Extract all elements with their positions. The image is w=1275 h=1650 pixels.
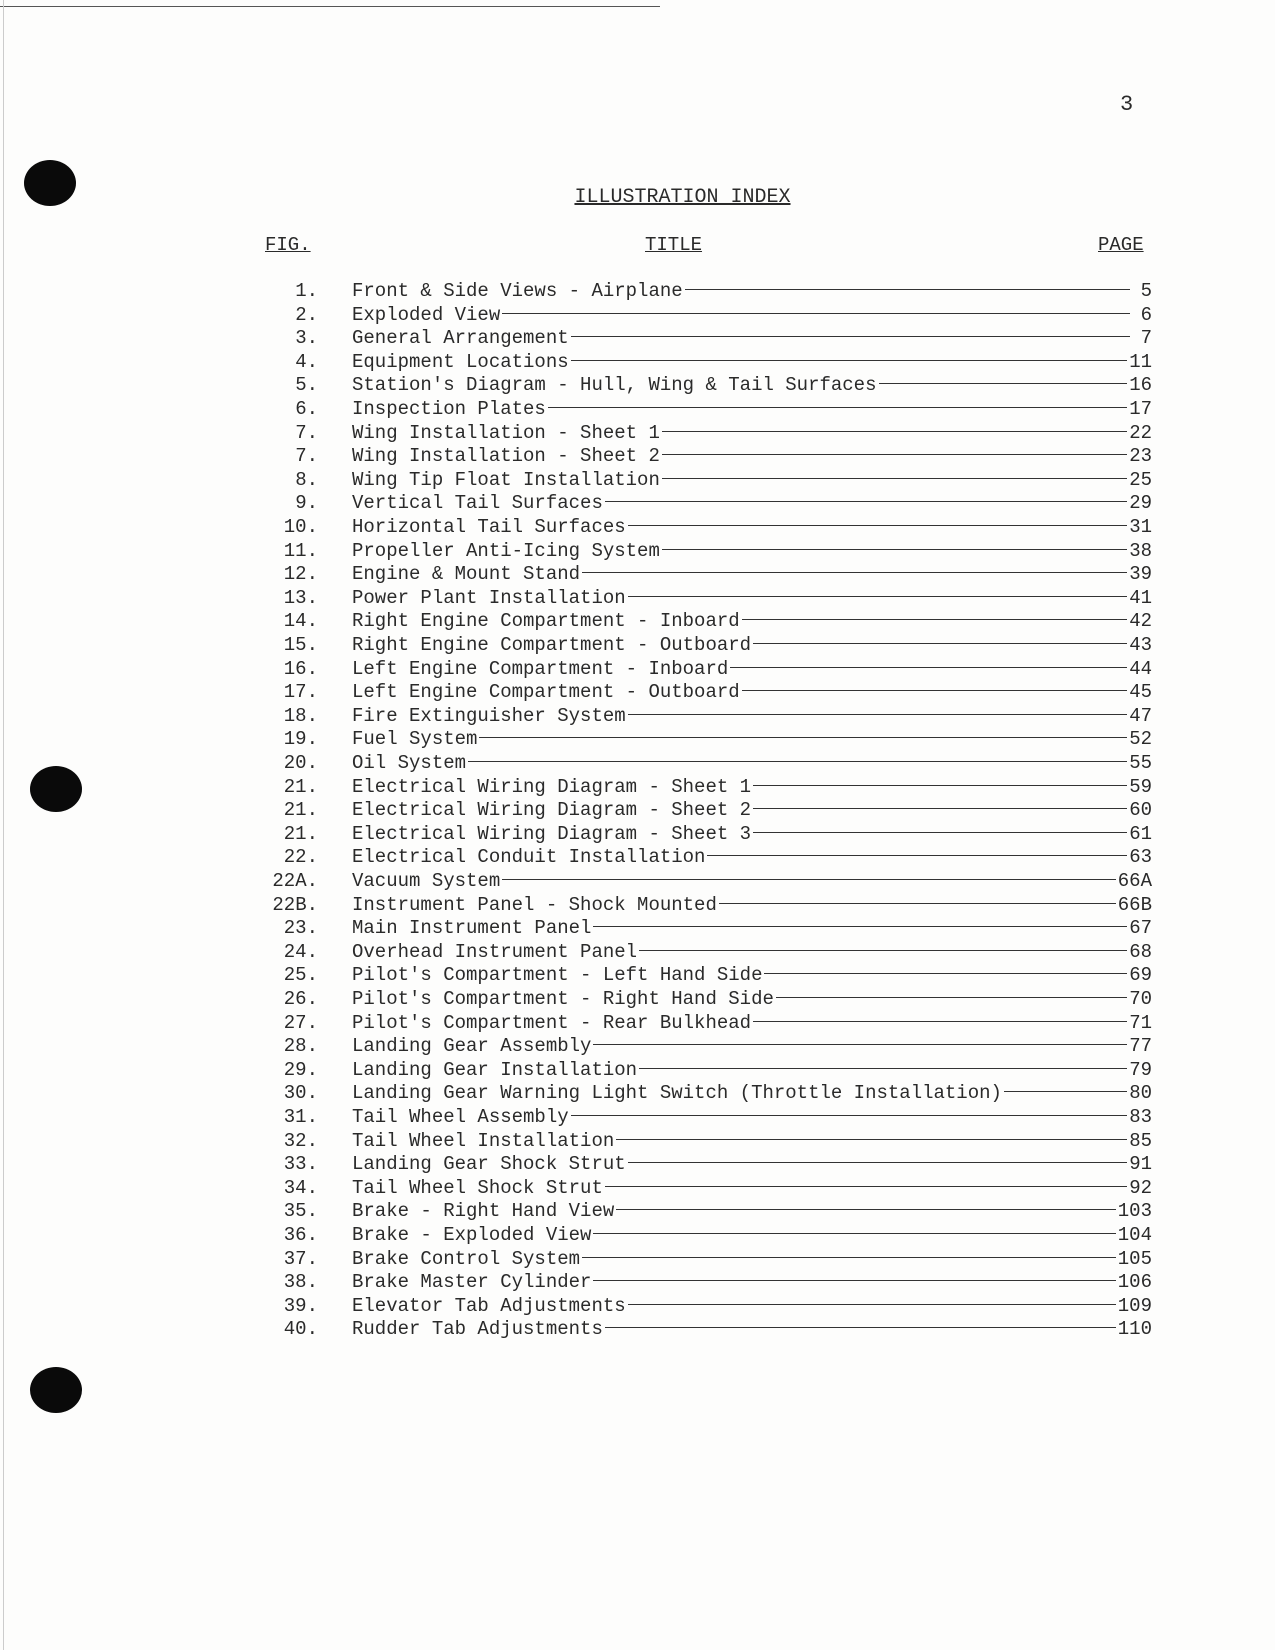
fig-number: 40.: [283, 1318, 318, 1341]
entry-title: Right Engine Compartment - Outboard: [352, 634, 752, 656]
leader-line: [753, 808, 1127, 809]
fig-column-header: FIG.: [265, 234, 311, 256]
index-entry: [260, 469, 1152, 493]
entry-page: 39: [1129, 563, 1152, 586]
entry-page: 59: [1129, 775, 1152, 798]
leader-line: [571, 1115, 1128, 1116]
leader-line: [879, 383, 1128, 384]
index-entry: [260, 1082, 1152, 1106]
leader-line: [502, 879, 1116, 880]
entry-page: 77: [1129, 1035, 1152, 1058]
leader-line: [1004, 1091, 1127, 1092]
entry-title: Fuel System: [352, 728, 478, 751]
leader-line: [662, 454, 1127, 455]
fig-number: 7.: [295, 445, 318, 468]
fig-number: 22A.: [272, 870, 318, 892]
leader-line: [616, 1139, 1127, 1140]
entry-page: 55: [1129, 752, 1152, 774]
title-column-header: TITLE: [645, 234, 703, 256]
index-entry: [260, 894, 1152, 918]
index-entry: [260, 587, 1152, 611]
entry-page: 29: [1129, 492, 1152, 515]
fig-number: 21.: [283, 822, 318, 845]
entry-page: 106: [1117, 1271, 1152, 1294]
entry-page: 44: [1129, 657, 1152, 680]
leader-line: [468, 761, 1127, 762]
fig-number: 6.: [295, 398, 318, 420]
fig-number: 5.: [295, 374, 318, 397]
entry-title: Brake - Right Hand View: [352, 1200, 615, 1223]
entry-title: Pilot's Compartment - Left Hand Side: [352, 964, 763, 987]
index-entry: [260, 988, 1152, 1012]
entry-page: 66B: [1117, 893, 1152, 916]
entry-title: Oil System: [352, 752, 467, 774]
fig-number: 22.: [283, 846, 318, 869]
leader-line: [605, 501, 1127, 502]
index-entry: [260, 1177, 1152, 1201]
fig-number: 9.: [295, 492, 318, 515]
entry-page: 105: [1117, 1247, 1152, 1270]
fig-number: 34.: [283, 1176, 318, 1199]
leader-line: [628, 596, 1128, 597]
leader-line: [662, 549, 1127, 550]
leader-line: [582, 572, 1127, 573]
fig-number: 17.: [283, 681, 318, 704]
index-entry: [260, 1318, 1152, 1342]
entry-page: 67: [1129, 917, 1152, 940]
fig-number: 16.: [283, 657, 318, 680]
entry-title: Power Plant Installation: [352, 586, 626, 609]
leader-line: [479, 737, 1127, 738]
entry-title: Exploded View: [352, 303, 501, 326]
leader-line: [776, 997, 1127, 998]
leader-line: [639, 950, 1127, 951]
fig-number: 19.: [283, 728, 318, 751]
leader-line: [593, 926, 1127, 927]
page-title: ILLUSTRATION INDEX: [574, 186, 791, 209]
entry-title: Rudder Tab Adjustments: [352, 1318, 603, 1341]
entry-page: 52: [1129, 728, 1152, 751]
index-entry: [260, 1200, 1152, 1224]
leader-line: [593, 1044, 1127, 1045]
fig-number: 39.: [283, 1294, 318, 1317]
entry-title: General Arrangement: [352, 327, 569, 350]
index-entry: [260, 776, 1152, 800]
entry-title: Brake Master Cylinder: [352, 1271, 592, 1294]
fig-number: 14.: [283, 610, 318, 633]
index-entry: [260, 752, 1152, 776]
entry-page: 92: [1129, 1176, 1152, 1199]
entry-page: 85: [1129, 1129, 1152, 1152]
entry-title: Instrument Panel - Shock Mounted: [352, 893, 717, 916]
index-entry: [260, 540, 1152, 564]
index-entry: [260, 445, 1152, 469]
entry-page: 66A: [1117, 870, 1152, 892]
entry-title: Electrical Conduit Installation: [352, 846, 706, 869]
fig-number: 22B.: [272, 893, 318, 916]
fig-number: 36.: [283, 1224, 318, 1246]
entry-page: 22: [1129, 421, 1152, 444]
leader-line: [662, 478, 1127, 479]
index-entry: [260, 1106, 1152, 1130]
fig-number: 7.: [295, 421, 318, 444]
leader-line: [582, 1257, 1116, 1258]
entry-page: 41: [1129, 586, 1152, 609]
entry-page: 42: [1129, 610, 1152, 633]
entry-title: Landing Gear Assembly: [352, 1035, 592, 1058]
entry-title: Pilot's Compartment - Rear Bulkhead: [352, 1011, 752, 1034]
fig-number: 10.: [283, 516, 318, 538]
fig-number: 20.: [283, 752, 318, 774]
leader-line: [628, 1304, 1116, 1305]
leader-line: [753, 785, 1127, 786]
entry-title: Vertical Tail Surfaces: [352, 492, 603, 515]
leader-line: [571, 336, 1130, 337]
entry-title: Electrical Wiring Diagram - Sheet 1: [352, 775, 752, 798]
index-entry: [260, 681, 1152, 705]
page-number: 3: [1120, 92, 1134, 117]
entry-page: 103: [1117, 1200, 1152, 1223]
index-entry: [260, 492, 1152, 516]
index-entry: [260, 374, 1152, 398]
entry-title: Tail Wheel Assembly: [352, 1106, 569, 1128]
fig-number: 3.: [295, 327, 318, 350]
fig-number: 30.: [283, 1082, 318, 1105]
fig-number: 23.: [283, 917, 318, 940]
entry-title: Right Engine Compartment - Inboard: [352, 610, 740, 633]
entry-title: Inspection Plates: [352, 398, 546, 420]
entry-page: 38: [1129, 539, 1152, 562]
entry-title: Landing Gear Warning Light Switch (Throttle Installation): [352, 1082, 1002, 1105]
entry-page: 79: [1129, 1058, 1152, 1081]
fig-number: 11.: [283, 539, 318, 562]
leader-line: [753, 1021, 1127, 1022]
entry-page: 80: [1129, 1082, 1152, 1105]
entry-page: 45: [1129, 681, 1152, 704]
entry-page: 63: [1129, 846, 1152, 869]
entry-title: Fire Extinguisher System: [352, 704, 626, 727]
entry-title: Elevator Tab Adjustments: [352, 1294, 626, 1317]
entry-page: 104: [1117, 1224, 1152, 1246]
leader-line: [719, 903, 1116, 904]
entry-page: 69: [1129, 964, 1152, 987]
entry-title: Left Engine Compartment - Inboard: [352, 657, 729, 680]
entry-page: 31: [1129, 516, 1152, 538]
index-entry: [260, 516, 1152, 540]
leader-line: [628, 525, 1128, 526]
entry-page: 25: [1129, 468, 1152, 491]
fig-number: 37.: [283, 1247, 318, 1270]
fig-number: 25.: [283, 964, 318, 987]
index-entry: [260, 1130, 1152, 1154]
leader-line: [742, 690, 1128, 691]
fig-number: 38.: [283, 1271, 318, 1294]
index-entry: [260, 1295, 1152, 1319]
entry-title: Landing Gear Installation: [352, 1058, 638, 1081]
fig-number: 21.: [283, 775, 318, 798]
fig-number: 18.: [283, 704, 318, 727]
entry-title: Electrical Wiring Diagram - Sheet 2: [352, 799, 752, 822]
scan-edge-line: [0, 6, 660, 7]
entry-page: 60: [1129, 799, 1152, 822]
fig-number: 2.: [295, 303, 318, 326]
entry-title: Vacuum System: [352, 870, 501, 892]
fig-number: 31.: [283, 1106, 318, 1128]
index-entry: [260, 941, 1152, 965]
fig-number: 24.: [283, 940, 318, 963]
leader-line: [742, 619, 1128, 620]
entry-title: Tail Wheel Shock Strut: [352, 1176, 603, 1199]
entry-page: 83: [1129, 1106, 1152, 1128]
index-entry: [260, 799, 1152, 823]
entry-page: 110: [1117, 1318, 1152, 1341]
fig-number: 32.: [283, 1129, 318, 1152]
index-entry: [260, 1153, 1152, 1177]
index-entry: [260, 964, 1152, 988]
leader-line: [616, 1209, 1116, 1210]
leader-line: [707, 855, 1127, 856]
fig-number: 28.: [283, 1035, 318, 1058]
entry-page: 16: [1129, 374, 1152, 397]
fig-number: 12.: [283, 563, 318, 586]
leader-line: [753, 832, 1127, 833]
entry-title: Tail Wheel Installation: [352, 1129, 615, 1152]
index-entry: [260, 917, 1152, 941]
entry-page: 71: [1129, 1011, 1152, 1034]
entry-title: Left Engine Compartment - Outboard: [352, 681, 740, 704]
index-entry: [260, 705, 1152, 729]
fig-number: 15.: [283, 634, 318, 656]
entry-title: Pilot's Compartment - Right Hand Side: [352, 988, 774, 1010]
entry-page: 6: [1140, 303, 1152, 326]
entry-title: Engine & Mount Stand: [352, 563, 581, 586]
fig-number: 35.: [283, 1200, 318, 1223]
index-entry: [260, 304, 1152, 328]
fig-number: 21.: [283, 799, 318, 822]
page-column-header: PAGE: [1098, 234, 1144, 256]
entry-title: Equipment Locations: [352, 350, 569, 373]
index-entry: [260, 728, 1152, 752]
scan-edge-line: [3, 0, 4, 1650]
leader-line: [730, 667, 1127, 668]
index-entry: [260, 351, 1152, 375]
leader-line: [628, 714, 1128, 715]
index-entry: [260, 634, 1152, 658]
index-entry: [260, 1271, 1152, 1295]
entry-page: 68: [1129, 940, 1152, 963]
index-entry: [260, 1248, 1152, 1272]
entry-title: Main Instrument Panel: [352, 917, 592, 940]
entry-title: Wing Installation - Sheet 2: [352, 445, 660, 468]
leader-line: [593, 1280, 1115, 1281]
entry-page: 11: [1129, 350, 1152, 373]
index-entry: [260, 610, 1152, 634]
leader-line: [764, 973, 1127, 974]
entry-title: Propeller Anti-Icing System: [352, 539, 660, 562]
leader-line: [548, 407, 1127, 408]
entry-page: 7: [1140, 327, 1152, 350]
index-entry: [260, 823, 1152, 847]
entry-title: Wing Installation - Sheet 1: [352, 421, 660, 444]
entry-page: 43: [1129, 634, 1152, 656]
entry-page: 109: [1117, 1294, 1152, 1317]
entry-page: 61: [1129, 822, 1152, 845]
entry-page: 5: [1140, 280, 1152, 302]
leader-line: [685, 289, 1130, 290]
fig-number: 26.: [283, 988, 318, 1010]
entry-title: Landing Gear Shock Strut: [352, 1153, 626, 1176]
leader-line: [662, 431, 1127, 432]
leader-line: [593, 1233, 1115, 1234]
index-entry: [260, 1035, 1152, 1059]
entry-title: Brake Control System: [352, 1247, 581, 1270]
fig-number: 1.: [295, 280, 318, 302]
punch-hole: [30, 1367, 82, 1413]
index-entry: [260, 280, 1152, 304]
entry-title: Horizontal Tail Surfaces: [352, 516, 626, 538]
entry-title: Front & Side Views - Airplane: [352, 280, 683, 302]
entry-page: 91: [1129, 1153, 1152, 1176]
entry-page: 23: [1129, 445, 1152, 468]
entry-page: 70: [1129, 988, 1152, 1010]
leader-line: [605, 1327, 1116, 1328]
index-entry: [260, 658, 1152, 682]
index-entry: [260, 1224, 1152, 1248]
leader-line: [753, 643, 1127, 644]
index-entry: [260, 1059, 1152, 1083]
index-entry: [260, 870, 1152, 894]
index-entry: [260, 1012, 1152, 1036]
leader-line: [571, 360, 1128, 361]
leader-line: [639, 1068, 1127, 1069]
entry-title: Brake - Exploded View: [352, 1224, 592, 1246]
index-entry: [260, 422, 1152, 446]
index-entry: [260, 327, 1152, 351]
entry-page: 17: [1129, 398, 1152, 420]
index-entry: [260, 563, 1152, 587]
leader-line: [502, 313, 1130, 314]
fig-number: 4.: [295, 350, 318, 373]
fig-number: 27.: [283, 1011, 318, 1034]
punch-hole: [30, 766, 82, 812]
entry-page: 47: [1129, 704, 1152, 727]
entry-title: Wing Tip Float Installation: [352, 468, 660, 491]
leader-line: [605, 1186, 1127, 1187]
fig-number: 13.: [283, 586, 318, 609]
index-entry: [260, 398, 1152, 422]
leader-line: [628, 1162, 1128, 1163]
fig-number: 29.: [283, 1058, 318, 1081]
entry-title: Electrical Wiring Diagram - Sheet 3: [352, 822, 752, 845]
fig-number: 8.: [295, 468, 318, 491]
index-entry: [260, 846, 1152, 870]
entry-title: Station's Diagram - Hull, Wing & Tail Surfaces: [352, 374, 877, 397]
entry-title: Overhead Instrument Panel: [352, 940, 638, 963]
fig-number: 33.: [283, 1153, 318, 1176]
